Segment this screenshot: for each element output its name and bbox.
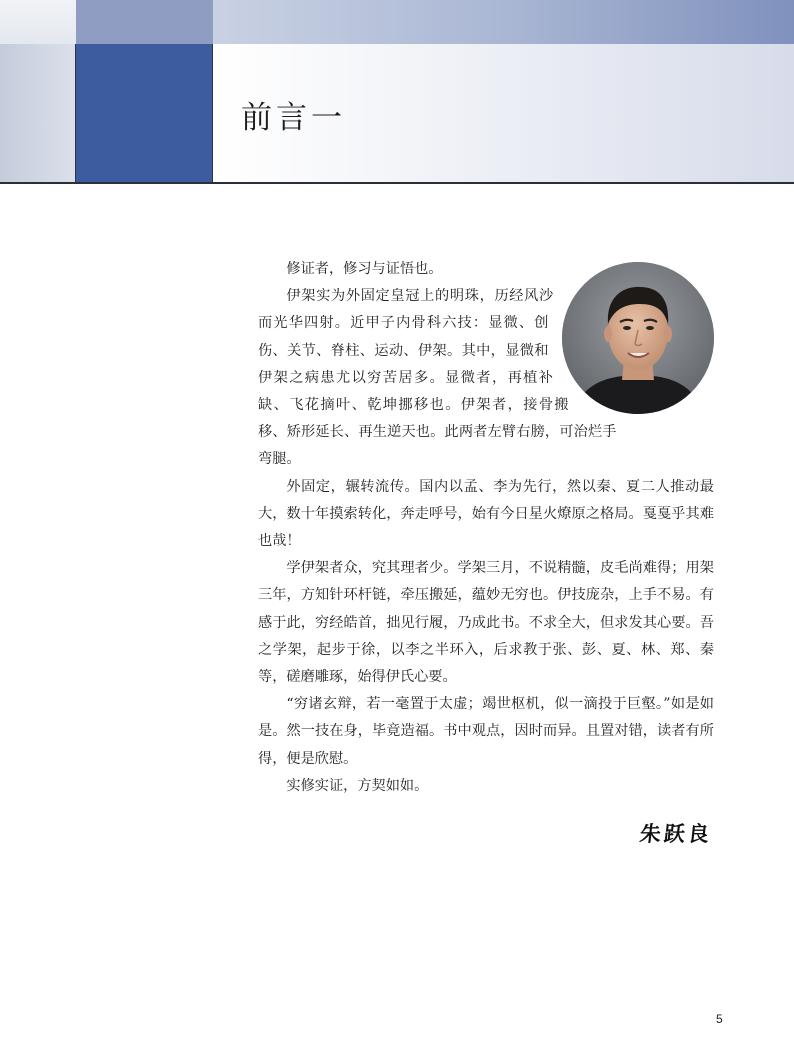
- paragraph-4: 学伊架者众，究其理者少。学架三月，不说精髓，皮毛尚难得；用架三年，方知针环杆链，牵压搬延，蕴妙无穷也。伊技庞杂，上手不易。有感于此，穷经皓首，拙见行履，乃成此书。不求全大，但求发其心要。吾之学架，起步于徐，以李之半环入，后求教于张、彭、夏、林、郑、秦等，磋磨雕琢，始得伊氏心要。: [258, 560, 714, 686]
- paragraph-5: “穷诸玄辩，若一毫置于太虚；竭世枢机，似一滴投于巨壑。”如是如是。然一技在身，毕竟造福。书中观点，因时而异。且置对错，读者有所得，便是欣慰。: [258, 696, 714, 767]
- header-blue-panel: [76, 44, 213, 182]
- author-signature: 朱跃良: [638, 822, 714, 846]
- paragraph-2: 伊架实为外固定皇冠上的明珠，历经风沙而光华四射。近甲子内骨科六技：显微、创伤、关节、脊柱、运动、伊架。其中，显微和伊架之病患尤以穷苦居多。显微者，再植补缺、飞花摘叶、乾坤挪移也。伊架者，接骨搬移、矫形延长、再生逆天也。此两者左臂右膀，可治烂手弯腿。: [258, 288, 617, 468]
- preface-body: [258, 256, 714, 800]
- paragraph-3: 外固定，辗转流传。国内以孟、李为先行，然以秦、夏二人推动最大，数十年摸索转化，奔走呼号，始有今日星火燎原之格局。戛戛乎其难也哉！: [258, 478, 714, 550]
- paragraph-1: 修证者，修习与证悟也。: [286, 261, 443, 277]
- page-title: 前言一: [241, 100, 346, 136]
- header-rule-line: [0, 182, 794, 184]
- header-strip-mid-block: [76, 0, 213, 44]
- header-strip-gradient-block: [213, 0, 794, 44]
- author-portrait: [562, 262, 714, 414]
- author-portrait-image: [562, 262, 714, 414]
- paragraph-6: 实修实证，方契如如。: [286, 777, 429, 794]
- header-top-strip: [0, 0, 794, 44]
- page-number: 5: [716, 1012, 723, 1026]
- chapter-header-banner: [0, 44, 794, 182]
- header-strip-light-block: [0, 0, 76, 44]
- header-left-panel: [0, 44, 76, 182]
